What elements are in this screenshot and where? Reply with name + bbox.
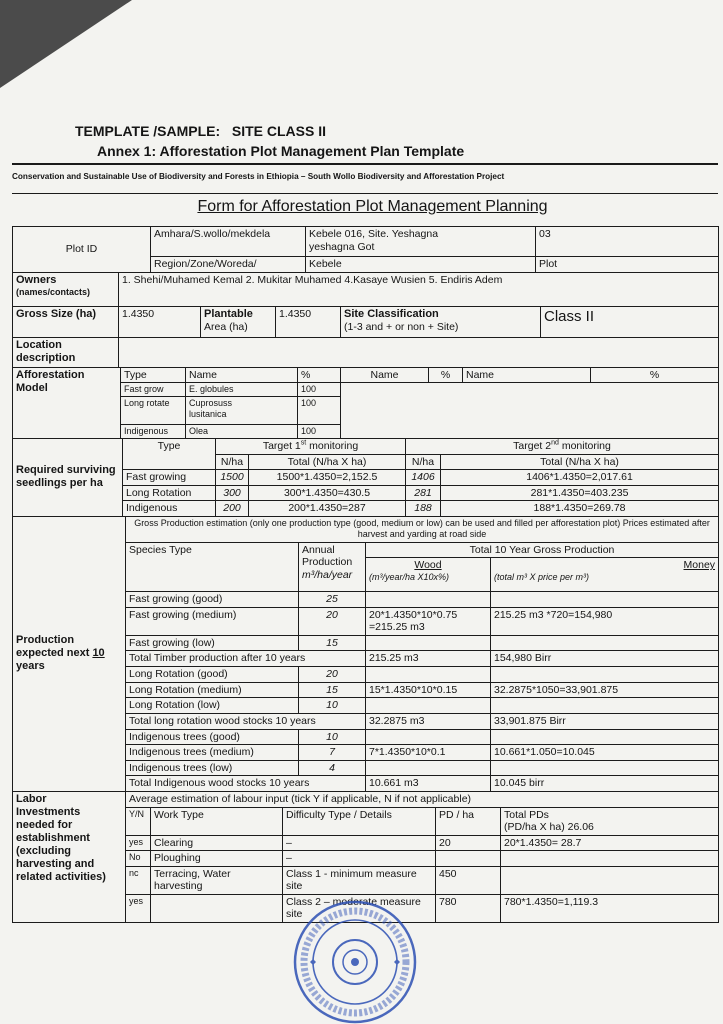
pd-value: 20 bbox=[436, 835, 501, 851]
annual-value: 4 bbox=[299, 760, 366, 776]
gross-size-table bbox=[12, 306, 719, 338]
wood-value bbox=[366, 635, 491, 651]
kebele-value: Kebele 016, Site. Yeshagna yeshagna Got bbox=[309, 228, 439, 253]
seedling-type: Fast growing bbox=[123, 470, 216, 486]
col-header-pct-3: % bbox=[591, 367, 719, 383]
species-name: Indigenous trees (medium) bbox=[126, 745, 299, 761]
afforestation-label: Afforestation Model bbox=[16, 368, 85, 394]
pd-value: 780 bbox=[436, 894, 501, 922]
nha-header-2: N/ha bbox=[406, 454, 441, 470]
region-value: Amhara/S.wollo/mekdela bbox=[151, 227, 306, 257]
seedlings-label: Required surviving seedlings per ha bbox=[13, 439, 123, 517]
target-2-sup: nd bbox=[551, 439, 559, 447]
plot-number-value: 03 bbox=[536, 227, 719, 257]
nha-header-1: N/ha bbox=[216, 454, 249, 470]
total-pd-header-cell bbox=[501, 807, 719, 835]
col-header-name-1: Name bbox=[186, 367, 298, 383]
money-header-cell bbox=[491, 558, 719, 592]
owners-sublabel: (names/contacts) bbox=[16, 286, 91, 297]
wood-value bbox=[366, 760, 491, 776]
production-table bbox=[12, 516, 719, 793]
model-species-pct: 100 bbox=[298, 397, 341, 425]
site-class-hint: (1-3 and + or non + Site) bbox=[344, 320, 459, 333]
afforestation-model-table bbox=[12, 367, 719, 440]
target-2-prefix: Target 2 bbox=[513, 440, 552, 452]
location-table bbox=[12, 337, 719, 368]
annual-production-unit: m³/ha/year bbox=[302, 568, 353, 581]
wood-value bbox=[366, 698, 491, 714]
total-header-2: Total (N/ha X ha) bbox=[441, 454, 719, 470]
owners-label: Owners bbox=[16, 273, 57, 286]
money-value: 10.661*1.050=10.045 bbox=[491, 745, 719, 761]
annual-value: 20 bbox=[299, 607, 366, 635]
total-pd: 20*1.4350= 28.7 bbox=[501, 835, 719, 851]
species-name: Long Rotation (low) bbox=[126, 698, 299, 714]
seedlings-type-header: Type bbox=[123, 439, 216, 470]
form-title: Form for Afforestation Plot Management Planning bbox=[197, 198, 548, 215]
yn-value: yes bbox=[126, 835, 151, 851]
wood-value: 15*1.4350*10*0.15 bbox=[366, 682, 491, 698]
seal-star-left-icon bbox=[310, 959, 316, 965]
model-species-name-cell bbox=[186, 397, 298, 425]
money-header: Money bbox=[683, 559, 716, 571]
plot-id-label: Plot ID bbox=[13, 227, 151, 273]
col-header-pct-1: % bbox=[298, 367, 341, 383]
difficulty: Class 2 – moderate measure site bbox=[283, 894, 436, 922]
model-species-pct: 100 bbox=[298, 425, 341, 439]
labor-label-cell bbox=[13, 792, 126, 923]
plantable-label: Plantable bbox=[204, 307, 253, 320]
region-caption: Region/Zone/Woreda/ bbox=[151, 257, 306, 273]
owners-row bbox=[13, 272, 719, 306]
work-type: Clearing bbox=[151, 835, 283, 851]
location-label: Location description bbox=[13, 337, 119, 367]
model-type: Fast grow bbox=[121, 383, 186, 397]
seedling-nha-2: 281 bbox=[406, 485, 441, 501]
template-label: TEMPLATE /SAMPLE: SITE CLASS II bbox=[75, 123, 326, 139]
difficulty: – bbox=[283, 835, 436, 851]
gross-size-label: Gross Size (ha) bbox=[13, 306, 119, 337]
annual-value: 10 bbox=[299, 698, 366, 714]
seedling-nha-2: 1406 bbox=[406, 470, 441, 486]
owners-value: 1. Shehi/Muhamed Kemal 2. Mukitar Muhamed 4.Kasaye Wusien 5. Endiris Adem bbox=[119, 272, 719, 306]
model-species-pct: 100 bbox=[298, 383, 341, 397]
seedling-nha-1: 200 bbox=[216, 501, 249, 517]
target-1-suffix: monitoring bbox=[306, 440, 359, 452]
seedlings-header-row bbox=[13, 439, 719, 455]
money-value bbox=[491, 592, 719, 608]
labor-note-row bbox=[13, 792, 719, 808]
scan-corner-shape bbox=[0, 0, 132, 88]
seedling-total-2: 188*1.4350=269.78 bbox=[441, 501, 719, 517]
money-value: 215.25 m3 *720=154,980 bbox=[491, 607, 719, 635]
location-row bbox=[13, 337, 719, 367]
labor-note: Average estimation of labour input (tick Y if applicable, N if not applicable) bbox=[126, 792, 719, 808]
plot-id-row bbox=[13, 227, 719, 257]
total-label: Total long rotation wood stocks 10 years bbox=[126, 713, 366, 729]
total-label: Total Indigenous wood stocks 10 years bbox=[126, 776, 366, 792]
difficulty-header: Difficulty Type / Details bbox=[283, 807, 436, 835]
annual-value: 15 bbox=[299, 635, 366, 651]
pd-header: PD / ha bbox=[436, 807, 501, 835]
site-class-label: Site Classification bbox=[344, 307, 439, 320]
annual-production-header: Annual Production bbox=[302, 543, 353, 568]
project-line: Conservation and Sustainable Use of Biodiversity and Forests in Ethiopia – South Wollo Biodiversity and Afforestation Project bbox=[12, 172, 505, 181]
total-money: 10.045 birr bbox=[491, 776, 719, 792]
owners-table bbox=[12, 272, 719, 307]
difficulty: Class 1 - minimum measure site bbox=[283, 866, 436, 894]
species-type-header: Species Type bbox=[126, 542, 299, 592]
total-pd bbox=[501, 866, 719, 894]
annual-value: 15 bbox=[299, 682, 366, 698]
seedling-total-1: 1500*1.4350=2,152.5 bbox=[249, 470, 406, 486]
seedling-type: Indigenous bbox=[123, 501, 216, 517]
total-pd: 780*1.4350=1,119.3 bbox=[501, 894, 719, 922]
species-name: Fast growing (low) bbox=[126, 635, 299, 651]
total-money: 33,901.875 Birr bbox=[491, 713, 719, 729]
annual-production-header-cell bbox=[299, 542, 366, 592]
money-value bbox=[491, 729, 719, 745]
work-type bbox=[151, 894, 283, 922]
total-wood: 10.661 m3 bbox=[366, 776, 491, 792]
wood-header: Wood bbox=[414, 559, 442, 571]
pd-value bbox=[436, 851, 501, 867]
seedling-total-1: 300*1.4350=430.5 bbox=[249, 485, 406, 501]
model-type: Indigenous bbox=[121, 425, 186, 439]
owners-label-cell bbox=[13, 272, 119, 306]
yn-header: Y/N bbox=[126, 807, 151, 835]
plot-caption: Plot bbox=[536, 257, 719, 273]
kebele-value-cell bbox=[306, 227, 536, 257]
species-name: Indigenous trees (good) bbox=[126, 729, 299, 745]
plantable-value: 1.4350 bbox=[276, 306, 341, 337]
annex-title: Annex 1: Afforestation Plot Management Plan Template bbox=[97, 143, 465, 159]
gross-size-value: 1.4350 bbox=[119, 306, 201, 337]
production-label-post: years bbox=[16, 660, 45, 673]
afforestation-header-row bbox=[13, 367, 719, 383]
col-header-name-3: Name bbox=[463, 367, 591, 383]
total-pd-subheader: (PD/ha X ha) 26.06 bbox=[504, 821, 594, 833]
money-value bbox=[491, 635, 719, 651]
annual-value: 20 bbox=[299, 667, 366, 683]
total-wood: 32.2875 m3 bbox=[366, 713, 491, 729]
species-name: Long Rotation (medium) bbox=[126, 682, 299, 698]
wood-value bbox=[366, 667, 491, 683]
wood-value bbox=[366, 729, 491, 745]
production-note-row bbox=[13, 516, 719, 542]
labor-label: Labor Investments needed for establishment (excluding harvesting and related activities) bbox=[16, 793, 106, 883]
species-name: Fast growing (good) bbox=[126, 592, 299, 608]
col-header-pct-2: % bbox=[429, 367, 463, 383]
target-2-header bbox=[406, 439, 719, 455]
seedling-total-2: 1406*1.4350=2,017.61 bbox=[441, 470, 719, 486]
wood-value: 7*1.4350*10*0.1 bbox=[366, 745, 491, 761]
seedling-type: Long Rotation bbox=[123, 485, 216, 501]
production-label-pre: Production expected next bbox=[16, 634, 90, 660]
annual-value: 7 bbox=[299, 745, 366, 761]
afforestation-label-cell bbox=[13, 367, 121, 439]
seal-star-right-icon bbox=[394, 959, 400, 965]
total-pd bbox=[501, 851, 719, 867]
species-name: Indigenous trees (low) bbox=[126, 760, 299, 776]
model-species-name: Olea bbox=[186, 425, 298, 439]
model-type: Long rotate bbox=[121, 397, 186, 425]
money-unit: (total m³ X price per m³) bbox=[494, 571, 590, 582]
yn-value: yes bbox=[126, 894, 151, 922]
total-gross-production-header: Total 10 Year Gross Production bbox=[366, 542, 719, 558]
plantable-label-cell bbox=[201, 306, 276, 337]
work-type: Terracing, Water harvesting bbox=[151, 866, 283, 894]
pd-value: 450 bbox=[436, 866, 501, 894]
total-money: 154,980 Birr bbox=[491, 651, 719, 667]
seedling-nha-1: 300 bbox=[216, 485, 249, 501]
kebele-caption: Kebele bbox=[306, 257, 536, 273]
seal-emblem-dot bbox=[351, 958, 359, 966]
difficulty: – bbox=[283, 851, 436, 867]
seedling-nha-2: 188 bbox=[406, 501, 441, 517]
target-1-prefix: Target 1 bbox=[262, 440, 301, 452]
annual-value: 10 bbox=[299, 729, 366, 745]
gross-size-row bbox=[13, 306, 719, 337]
wood-value: 20*1.4350*10*0.75 =215.25 m3 bbox=[366, 607, 491, 635]
seedlings-table bbox=[12, 438, 719, 517]
header-rule-thick bbox=[12, 163, 718, 165]
wood-header-cell bbox=[366, 558, 491, 592]
site-class-value: Class II bbox=[541, 306, 719, 337]
total-label: Total Timber production after 10 years bbox=[126, 651, 366, 667]
money-value bbox=[491, 667, 719, 683]
money-value bbox=[491, 760, 719, 776]
plantable-label-unit: Area (ha) bbox=[204, 320, 248, 333]
total-wood: 215.25 m3 bbox=[366, 651, 491, 667]
model-species-name: E. globules bbox=[186, 383, 298, 397]
official-seal-stamp bbox=[290, 898, 420, 1024]
money-value: 32.2875*1050=33,901.875 bbox=[491, 682, 719, 698]
total-header-1: Total (N/ha X ha) bbox=[249, 454, 406, 470]
model-species-name: Cuprosuss lusitanica bbox=[189, 398, 233, 419]
yn-value: nc bbox=[126, 866, 151, 894]
production-label-cell bbox=[13, 516, 126, 792]
scan-corner-shadow bbox=[0, 0, 140, 95]
work-type-header: Work Type bbox=[151, 807, 283, 835]
seedling-total-1: 200*1.4350=287 bbox=[249, 501, 406, 517]
total-pd-header: Total PDs bbox=[504, 808, 549, 821]
target-1-sup: st bbox=[300, 439, 307, 447]
target-1-header bbox=[216, 439, 406, 455]
production-note: Gross Production estimation (only one production type (good, medium or low) can be used and filled per afforestation plot) Prices estimated after harvest and yarding at road side bbox=[126, 516, 719, 542]
species-name: Long Rotation (good) bbox=[126, 667, 299, 683]
col-header-name-2: Name bbox=[341, 367, 429, 383]
management-plan-form bbox=[12, 226, 718, 923]
model-empty-area bbox=[341, 383, 719, 439]
wood-unit: (m³/year/ha X10x%) bbox=[369, 571, 450, 582]
work-type: Ploughing bbox=[151, 851, 283, 867]
wood-value bbox=[366, 592, 491, 608]
target-2-suffix: monitoring bbox=[558, 440, 611, 452]
production-label-years: 10 bbox=[92, 647, 105, 660]
production-label bbox=[16, 634, 106, 673]
species-name: Fast growing (medium) bbox=[126, 607, 299, 635]
col-header-type: Type bbox=[121, 367, 186, 383]
location-value bbox=[119, 337, 719, 367]
site-class-label-cell bbox=[341, 306, 541, 337]
seedling-nha-1: 1500 bbox=[216, 470, 249, 486]
header-rule-thin bbox=[12, 193, 718, 194]
annual-value: 25 bbox=[299, 592, 366, 608]
plot-id-table bbox=[12, 226, 719, 273]
money-value bbox=[491, 698, 719, 714]
yn-value: No bbox=[126, 851, 151, 867]
seedling-total-2: 281*1.4350=403.235 bbox=[441, 485, 719, 501]
